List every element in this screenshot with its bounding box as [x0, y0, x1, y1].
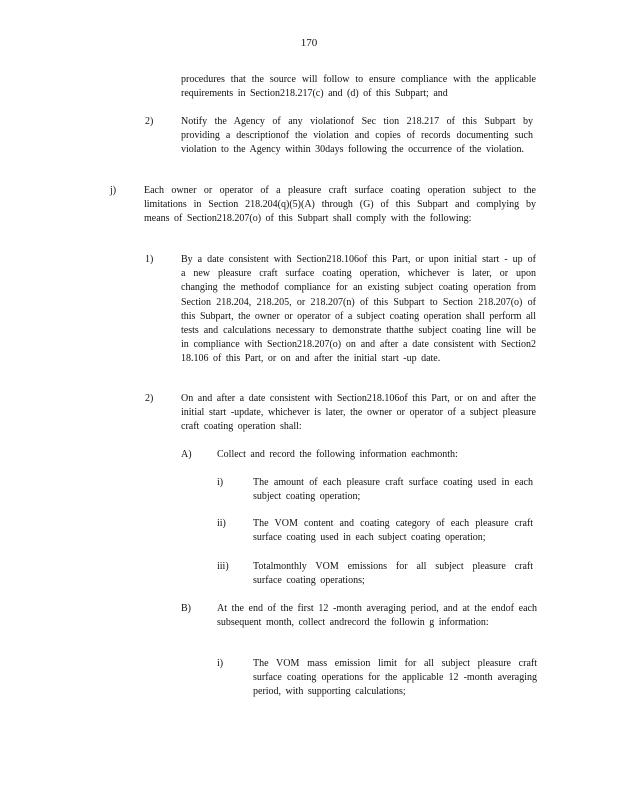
item-Aii-text: The VOM content and coating category of each pleasure craft surface coating used in each subject coating operation; [253, 518, 533, 544]
subsection-j-text: Each owner or operator of a pleasure craft surface coating operation subject to the limitations in Section 218.204(q)(5)(A) through (G) of this Subpart and complying by means of Section218.207(o) of this Subpart shall comply with the following: [144, 185, 536, 225]
item-Ai-label: i) [217, 477, 224, 488]
page-number: 170 [300, 37, 318, 49]
item-Aiii-label: iii) [217, 561, 229, 572]
item-A-label: A) [181, 449, 192, 460]
item-j2-label: 2) [145, 393, 154, 404]
item-2-label: 2) [145, 116, 154, 127]
item-Aii-label: ii) [217, 518, 226, 529]
item-j1-label: 1) [145, 254, 154, 265]
continuation-paragraph: procedures that the source will follow to ensure compliance with the applicable requirements in Section218.217(c) and (d) of this Subpart; and [181, 74, 536, 100]
item-Bi-label: i) [217, 658, 224, 669]
item-Aiii-text: Totalmonthly VOM emissions for all subject pleasure craft surface coating operations; [253, 561, 533, 587]
item-Bi-text: The VOM mass emission limit for all subject pleasure craft surface coating operations for the applicable 12 -month averaging period, with supporting calculations; [253, 658, 537, 698]
item-B-text: At the end of the first 12 -month averaging period, and at the endof each subsequent month, collect andrecord the followin g information: [217, 603, 537, 629]
item-Ai-text: The amount of each pleasure craft surface coating used in each subject coating operation; [253, 477, 533, 503]
item-A-text: Collect and record the following information eachmonth: [217, 449, 458, 460]
item-2-text: Notify the Agency of any violationof Sec tion 218.217 of this Subpart by providing a descriptionof the violation and copies of records documenting such violation to the Agency within 30days following the occurrence of the violation. [181, 116, 533, 156]
item-j1-text: By a date consistent with Section218.106of this Part, or upon initial start - up of a new pleasure craft surface coating operation, whichever is later, or upon changing the methodof compliance for an existing subject coating operation from Section 218.204, 218.205, or 218.207(n) of this Subpart to Section 218.207(o) of this Subpart, the owner or operator of a subject coating operation shall perform all tests and calculations necessary to demonstrate thatthe subject coating line will be in compliance with Section218.207(o) on and after a date consistent with Section2 18.106 of this Part, or on and after the initial start -up date. [181, 254, 536, 365]
subsection-j-label: j) [110, 185, 117, 196]
item-B-label: B) [181, 603, 191, 614]
item-j2-text: On and after a date consistent with Section218.106of this Part, or on and after the initial start -update, whichever is later, the owner or operator of a subject pleasure craft coating operation shall: [181, 393, 536, 433]
